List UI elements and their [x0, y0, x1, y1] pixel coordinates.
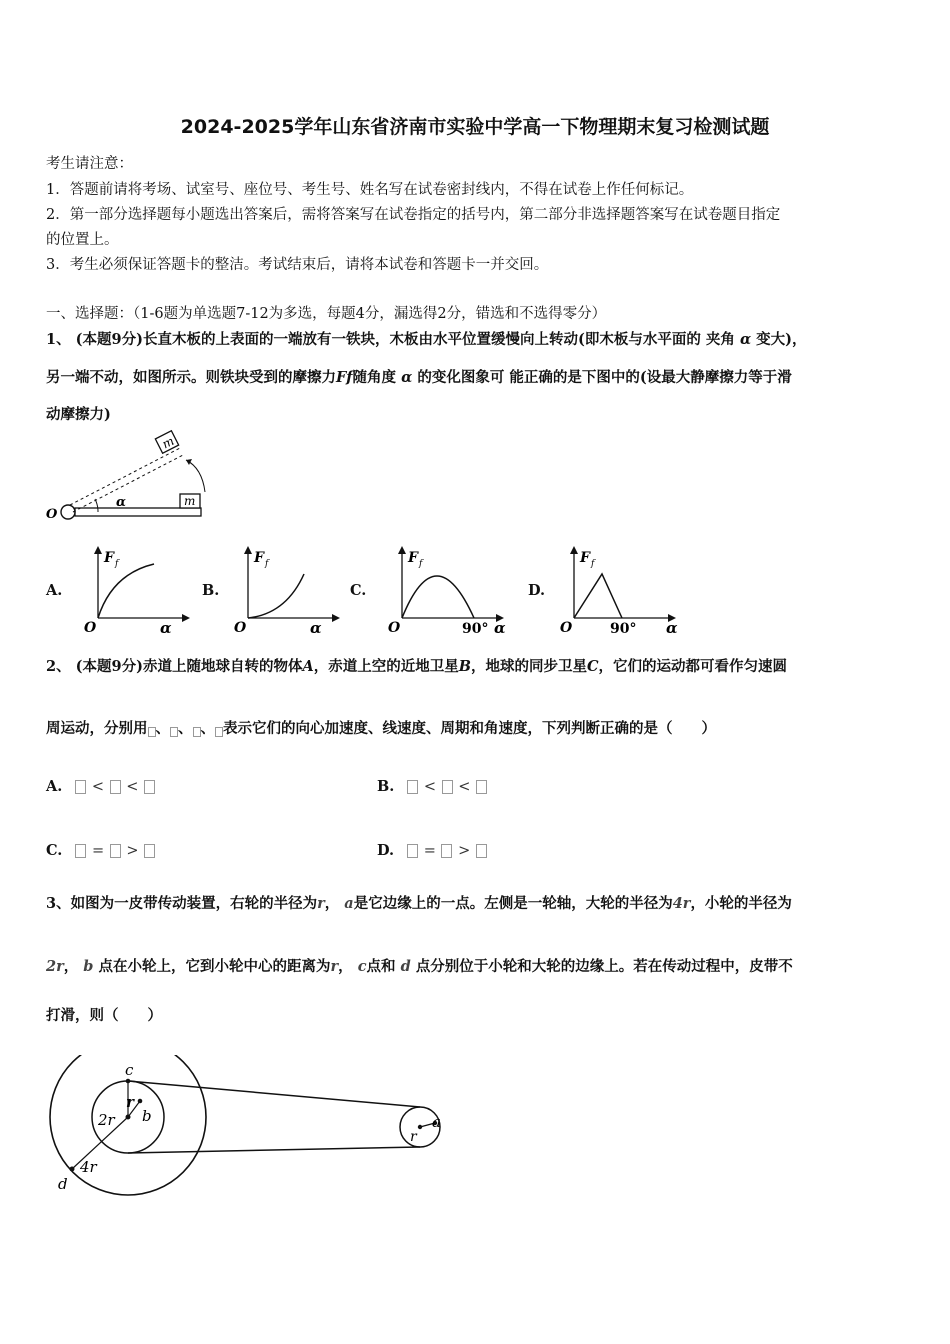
origin-label: O: [84, 620, 97, 636]
symbol-box: [144, 780, 155, 794]
q2-B: B: [458, 658, 471, 675]
origin-label: O: [388, 620, 401, 636]
symbol-box: [75, 844, 86, 858]
origin-label: O: [560, 620, 573, 636]
q3-text-6: 点分别位于小轮和大轮的边缘上。若在传动过程中，皮带不: [415, 958, 793, 975]
symbol-box: [110, 780, 121, 794]
q2-option-c[interactable]: [46, 842, 156, 859]
q2-text-1d: ，它们的运动都可看作匀速圆: [598, 658, 788, 675]
symbol-box: [407, 844, 418, 858]
q1-alpha: α: [739, 331, 752, 348]
q3-number: 3、: [46, 895, 71, 912]
q1-text-2c: 的变化图象可 能正确的是下图中的(设最大静摩擦力等于滑: [417, 369, 792, 386]
q1-option-c[interactable]: C.: [350, 582, 367, 599]
q1-line-3: 动摩擦力): [46, 406, 111, 423]
notice-heading: 考生请注意：: [46, 156, 133, 172]
relation: <: [423, 779, 437, 795]
tick-label-90: 90°: [462, 621, 489, 636]
q1-ff: Ff: [336, 369, 353, 386]
q3-belt-figure: [40, 1055, 460, 1205]
symbol-box: [144, 844, 155, 858]
angle-arc: [95, 499, 98, 512]
symbol-box: [75, 780, 86, 794]
q3-text-2: 是它边缘上的一点。左侧是一轮轴，大轮的半径为: [353, 895, 673, 912]
symbol-box: [442, 780, 453, 794]
q3-c: c: [357, 958, 367, 975]
q3-line-1: [46, 892, 792, 913]
point-c: [126, 1079, 131, 1084]
notice-item-2: 2．第一部分选择题每小题选出答案后，需将答案写在试卷指定的括号内，第二部分非选择题答案写在试卷题目指定: [46, 207, 781, 223]
belt-top: [128, 1081, 420, 1107]
q1-option-graph-c: [388, 544, 508, 636]
y-axis-arrow: [94, 546, 102, 554]
symbol-box: [215, 727, 223, 737]
q2-number: 2、: [46, 658, 71, 675]
belt-bottom: [128, 1147, 420, 1153]
origin-label: O: [46, 507, 58, 522]
tick-label-90: 90°: [610, 621, 637, 636]
x-axis-label: α: [310, 619, 322, 636]
section-heading: 一、选择题：（1-6题为单选题7-12为多选，每题4分，漏选得2分，错选和不选得零分）: [46, 306, 607, 322]
origin-label: O: [234, 620, 247, 636]
q1-alpha-2: α: [401, 369, 413, 386]
x-axis-label: α: [494, 619, 506, 636]
q1-text-2b: 随角度: [352, 369, 397, 386]
q3-text-5: 点和: [366, 958, 396, 975]
y-axis-label: F: [104, 550, 114, 566]
q2-C: C: [587, 658, 599, 675]
q2-text-1b: ，赤道上空的近地卫星: [313, 658, 459, 675]
curve-arch: [402, 576, 474, 618]
rotation-arrowhead: [186, 459, 192, 465]
q2-option-a[interactable]: [46, 778, 156, 795]
point-b: [138, 1099, 143, 1104]
option-label: C.: [46, 842, 63, 859]
y-axis-label-sub: f: [591, 559, 595, 569]
q1-option-graph-d: [560, 544, 680, 636]
symbol-box: [476, 780, 487, 794]
label-2r: 2r: [98, 1111, 115, 1129]
symbol-box: [148, 727, 156, 737]
q1-option-a[interactable]: A.: [46, 582, 63, 599]
q1-option-graph-b: [234, 544, 354, 636]
relation: <: [458, 779, 471, 795]
q1-text-1b: 变大)，: [756, 331, 807, 348]
x-axis-arrow: [182, 614, 190, 622]
curve-rising-concave: [98, 564, 154, 618]
notice-item-2-cont: 的位置上。: [46, 232, 119, 248]
label-c: c: [125, 1061, 134, 1079]
q3-r: r: [317, 895, 325, 912]
q3-text-1: 如图为一皮带传动装置，右轮的半径为: [70, 895, 318, 912]
symbol-box: [441, 844, 452, 858]
relation: =: [91, 843, 105, 859]
symbol-box: [110, 844, 121, 858]
pivot-circle: [61, 505, 75, 519]
label-r: r: [126, 1093, 134, 1111]
curve-triangle: [574, 574, 622, 618]
q2-points: (本题9分): [75, 658, 143, 675]
symbol-box: [476, 844, 487, 858]
q1-text-1: 长直木板的上表面的一端放有一铁块，木板由水平位置缓慢向上转动(即木板与水平面的 夹角: [142, 331, 735, 348]
label-r-right: r: [410, 1129, 417, 1145]
board: [75, 508, 201, 516]
y-axis-label: F: [254, 550, 264, 566]
q2-text-2a: 周运动，分别用: [46, 720, 148, 737]
q2-text-1c: ，地球的同步卫星: [471, 658, 587, 675]
q3-4r: 4r: [672, 895, 691, 912]
q2-line-2: [46, 717, 716, 738]
q1-text-2a: 另一端不动，如图所示。则铁块受到的摩擦力: [46, 369, 336, 386]
symbol-box: [407, 780, 418, 794]
point-d: [70, 1167, 75, 1172]
q3-2r: 2r: [46, 958, 64, 975]
relation: >: [458, 843, 471, 859]
q2-A: A: [302, 658, 314, 675]
x-axis-arrow: [332, 614, 340, 622]
relation: <: [91, 779, 105, 795]
y-axis-label-sub: f: [265, 559, 269, 569]
q2-option-b[interactable]: [377, 778, 488, 795]
q3-comma: ，: [324, 895, 340, 912]
relation: =: [423, 843, 436, 859]
label-b: b: [142, 1107, 152, 1125]
label-4r: 4r: [80, 1158, 97, 1176]
q3-line-3: 打滑，则（ ）: [46, 1007, 162, 1024]
rotation-arrow: [186, 460, 205, 492]
separator: 、: [178, 720, 193, 737]
q2-line-1: [46, 655, 787, 676]
q3-comma: ，: [63, 958, 79, 975]
q3-line-2: [46, 955, 793, 976]
q3-r-2: r: [330, 958, 339, 975]
block-rotated-label: m: [159, 433, 177, 452]
q3-text-4: 点在小轮上，它到小轮中心的距离为: [98, 958, 331, 975]
q3-comma: ，: [338, 958, 353, 975]
relation: >: [126, 843, 139, 859]
q3-b: b: [83, 958, 94, 975]
q2-text-2b: 表示它们的向心加速度、线速度、周期和角速度，下列判断正确的是（ ）: [223, 720, 716, 737]
q3-d: d: [400, 958, 411, 975]
y-axis-arrow: [398, 546, 406, 554]
y-axis-label: F: [580, 550, 590, 566]
separator: 、: [200, 720, 215, 737]
q1-incline-figure: [40, 428, 220, 528]
label-d: d: [58, 1175, 68, 1193]
page-title: 2024-2025学年山东省济南市实验中学高一下物理期末复习检测试题: [180, 116, 770, 138]
q2-option-d[interactable]: [377, 842, 488, 859]
q1-line-1: [46, 328, 807, 349]
label-a: a: [432, 1113, 441, 1131]
x-axis-label: α: [666, 619, 678, 636]
option-label: A.: [46, 778, 63, 795]
right-center: [418, 1125, 422, 1129]
y-axis-arrow: [570, 546, 578, 554]
symbol-box: [170, 727, 178, 737]
q1-number: 1、: [46, 331, 71, 348]
block-flat-label: m: [184, 494, 196, 508]
y-axis-label-sub: f: [115, 559, 119, 569]
q1-points: (本题9分): [75, 331, 143, 348]
q3-a: a: [344, 895, 354, 912]
q1-option-graph-a: [84, 544, 204, 636]
q3-text-3: ，小轮的半径为: [690, 895, 792, 912]
q1-option-d[interactable]: D.: [528, 582, 546, 599]
relation: <: [126, 779, 139, 795]
y-axis-label: F: [408, 550, 418, 566]
option-label: D.: [377, 842, 395, 859]
option-label: B.: [377, 778, 395, 795]
rotated-board-lower: [73, 455, 183, 512]
curve-rising-convex: [248, 574, 304, 618]
notice-item-1: 1．答题前请将考场、试室号、座位号、考生号、姓名写在试卷密封线内，不得在试卷上作任何标记。: [46, 182, 694, 198]
q1-line-2: [46, 366, 792, 387]
x-axis-label: α: [160, 619, 172, 636]
separator: 、: [155, 720, 170, 737]
y-axis-label-sub: f: [419, 559, 423, 569]
symbol-box: [193, 727, 201, 737]
notice-item-3: 3．考生必须保证答题卡的整洁。考试结束后，请将本试卷和答题卡一并交回。: [46, 257, 549, 273]
y-axis-arrow: [244, 546, 252, 554]
angle-label: α: [116, 495, 127, 510]
q2-text-1a: 赤道上随地球自转的物体: [142, 658, 303, 675]
q1-option-b[interactable]: B.: [202, 582, 220, 599]
